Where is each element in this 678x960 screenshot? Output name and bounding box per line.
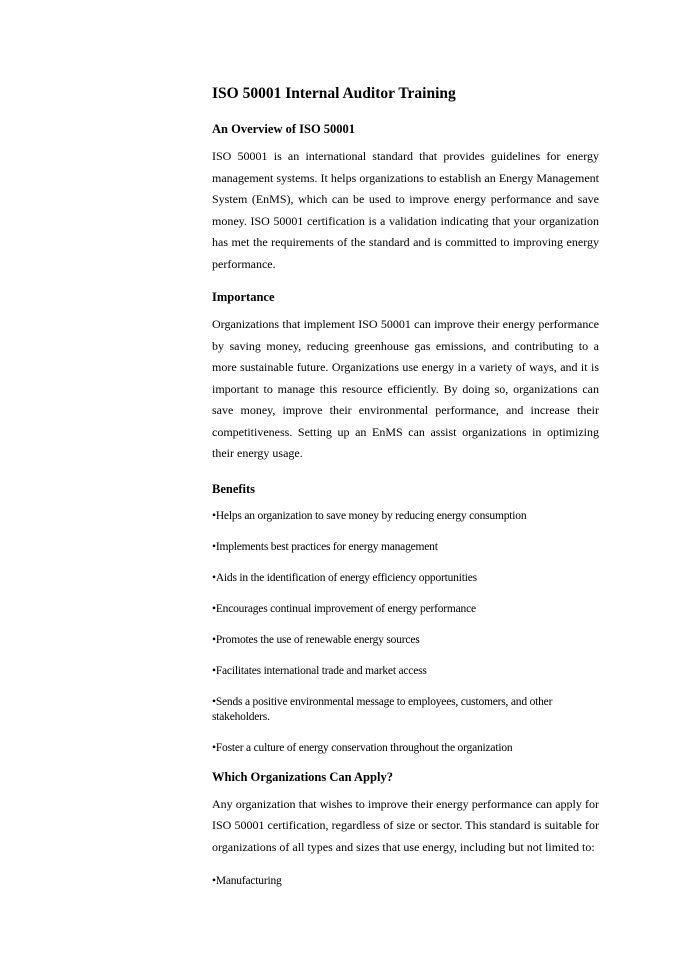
who-can-apply-heading: Which Organizations Can Apply?	[212, 769, 393, 784]
organization-types-list	[212, 874, 599, 889]
bullet-icon: •	[212, 602, 216, 615]
list-item	[212, 664, 599, 679]
document-page	[212, 80, 599, 889]
benefit-text: Foster a culture of energy conservation throughout the organization	[215, 741, 513, 754]
overview-heading: An Overview of ISO 50001	[212, 122, 356, 136]
benefit-text: Implements best practices for energy management	[215, 540, 438, 553]
bullet-icon: •	[212, 633, 216, 646]
bullet-icon: •	[212, 875, 216, 887]
bullet-icon: •	[212, 741, 216, 754]
bullet-icon: •	[212, 509, 216, 522]
importance-paragraph: Organizations that implement ISO 50001 can improve their energy performance by saving money, reducing greenhouse gas emissions, and contributing to a more sustainable future. Organizations use energy in a variety of ways, and it is important to manage this resource efficiently. By doing so, organizations can save money, improve their environmental performance, and increase their competitiveness. Setting up an EnMS can assist organizations in optimizing their energy usage.	[212, 317, 599, 460]
list-item	[212, 874, 599, 889]
list-item	[212, 509, 599, 524]
list-item	[212, 602, 599, 617]
bullet-icon: •	[212, 571, 216, 584]
benefit-text: Facilitates international trade and market access	[215, 664, 427, 677]
benefits-list	[212, 509, 599, 756]
importance-heading: Importance	[212, 290, 275, 304]
organization-type-text: Manufacturing	[215, 875, 282, 887]
document-title: ISO 50001 Internal Auditor Training	[212, 85, 456, 102]
benefit-text: Helps an organization to save money by reducing energy consumption	[215, 509, 527, 522]
bullet-icon: •	[212, 695, 216, 708]
list-item	[212, 540, 599, 555]
overview-paragraph: ISO 50001 is an international standard that provides guidelines for energy management systems. It helps organizations to establish an Energy Management System (EnMS), which can be used to improve energy performance and save money. ISO 50001 certification is a validation indicating that your organization has met the requirements of the standard and is committed to improving energy performance.	[212, 149, 599, 271]
benefit-text: Promotes the use of renewable energy sources	[215, 633, 420, 646]
who-can-apply-paragraph: Any organization that wishes to improve their energy performance can apply for ISO 50001 certification, regardless of size or sector. This standard is suitable for organizations of all types and sizes that use energy, including but not limited to:	[212, 796, 599, 854]
list-item	[212, 741, 599, 756]
benefit-text: Aids in the identification of energy efficiency opportunities	[215, 571, 477, 584]
bullet-icon: •	[212, 540, 216, 553]
list-item	[212, 695, 582, 725]
benefit-text: Sends a positive environmental message to employees, customers, and other stakeholders.	[212, 695, 553, 723]
bullet-icon: •	[212, 664, 216, 677]
benefits-heading: Benefits	[212, 481, 256, 496]
benefit-text: Encourages continual improvement of energy performance	[215, 602, 476, 615]
list-item	[212, 633, 599, 648]
list-item	[212, 571, 599, 586]
